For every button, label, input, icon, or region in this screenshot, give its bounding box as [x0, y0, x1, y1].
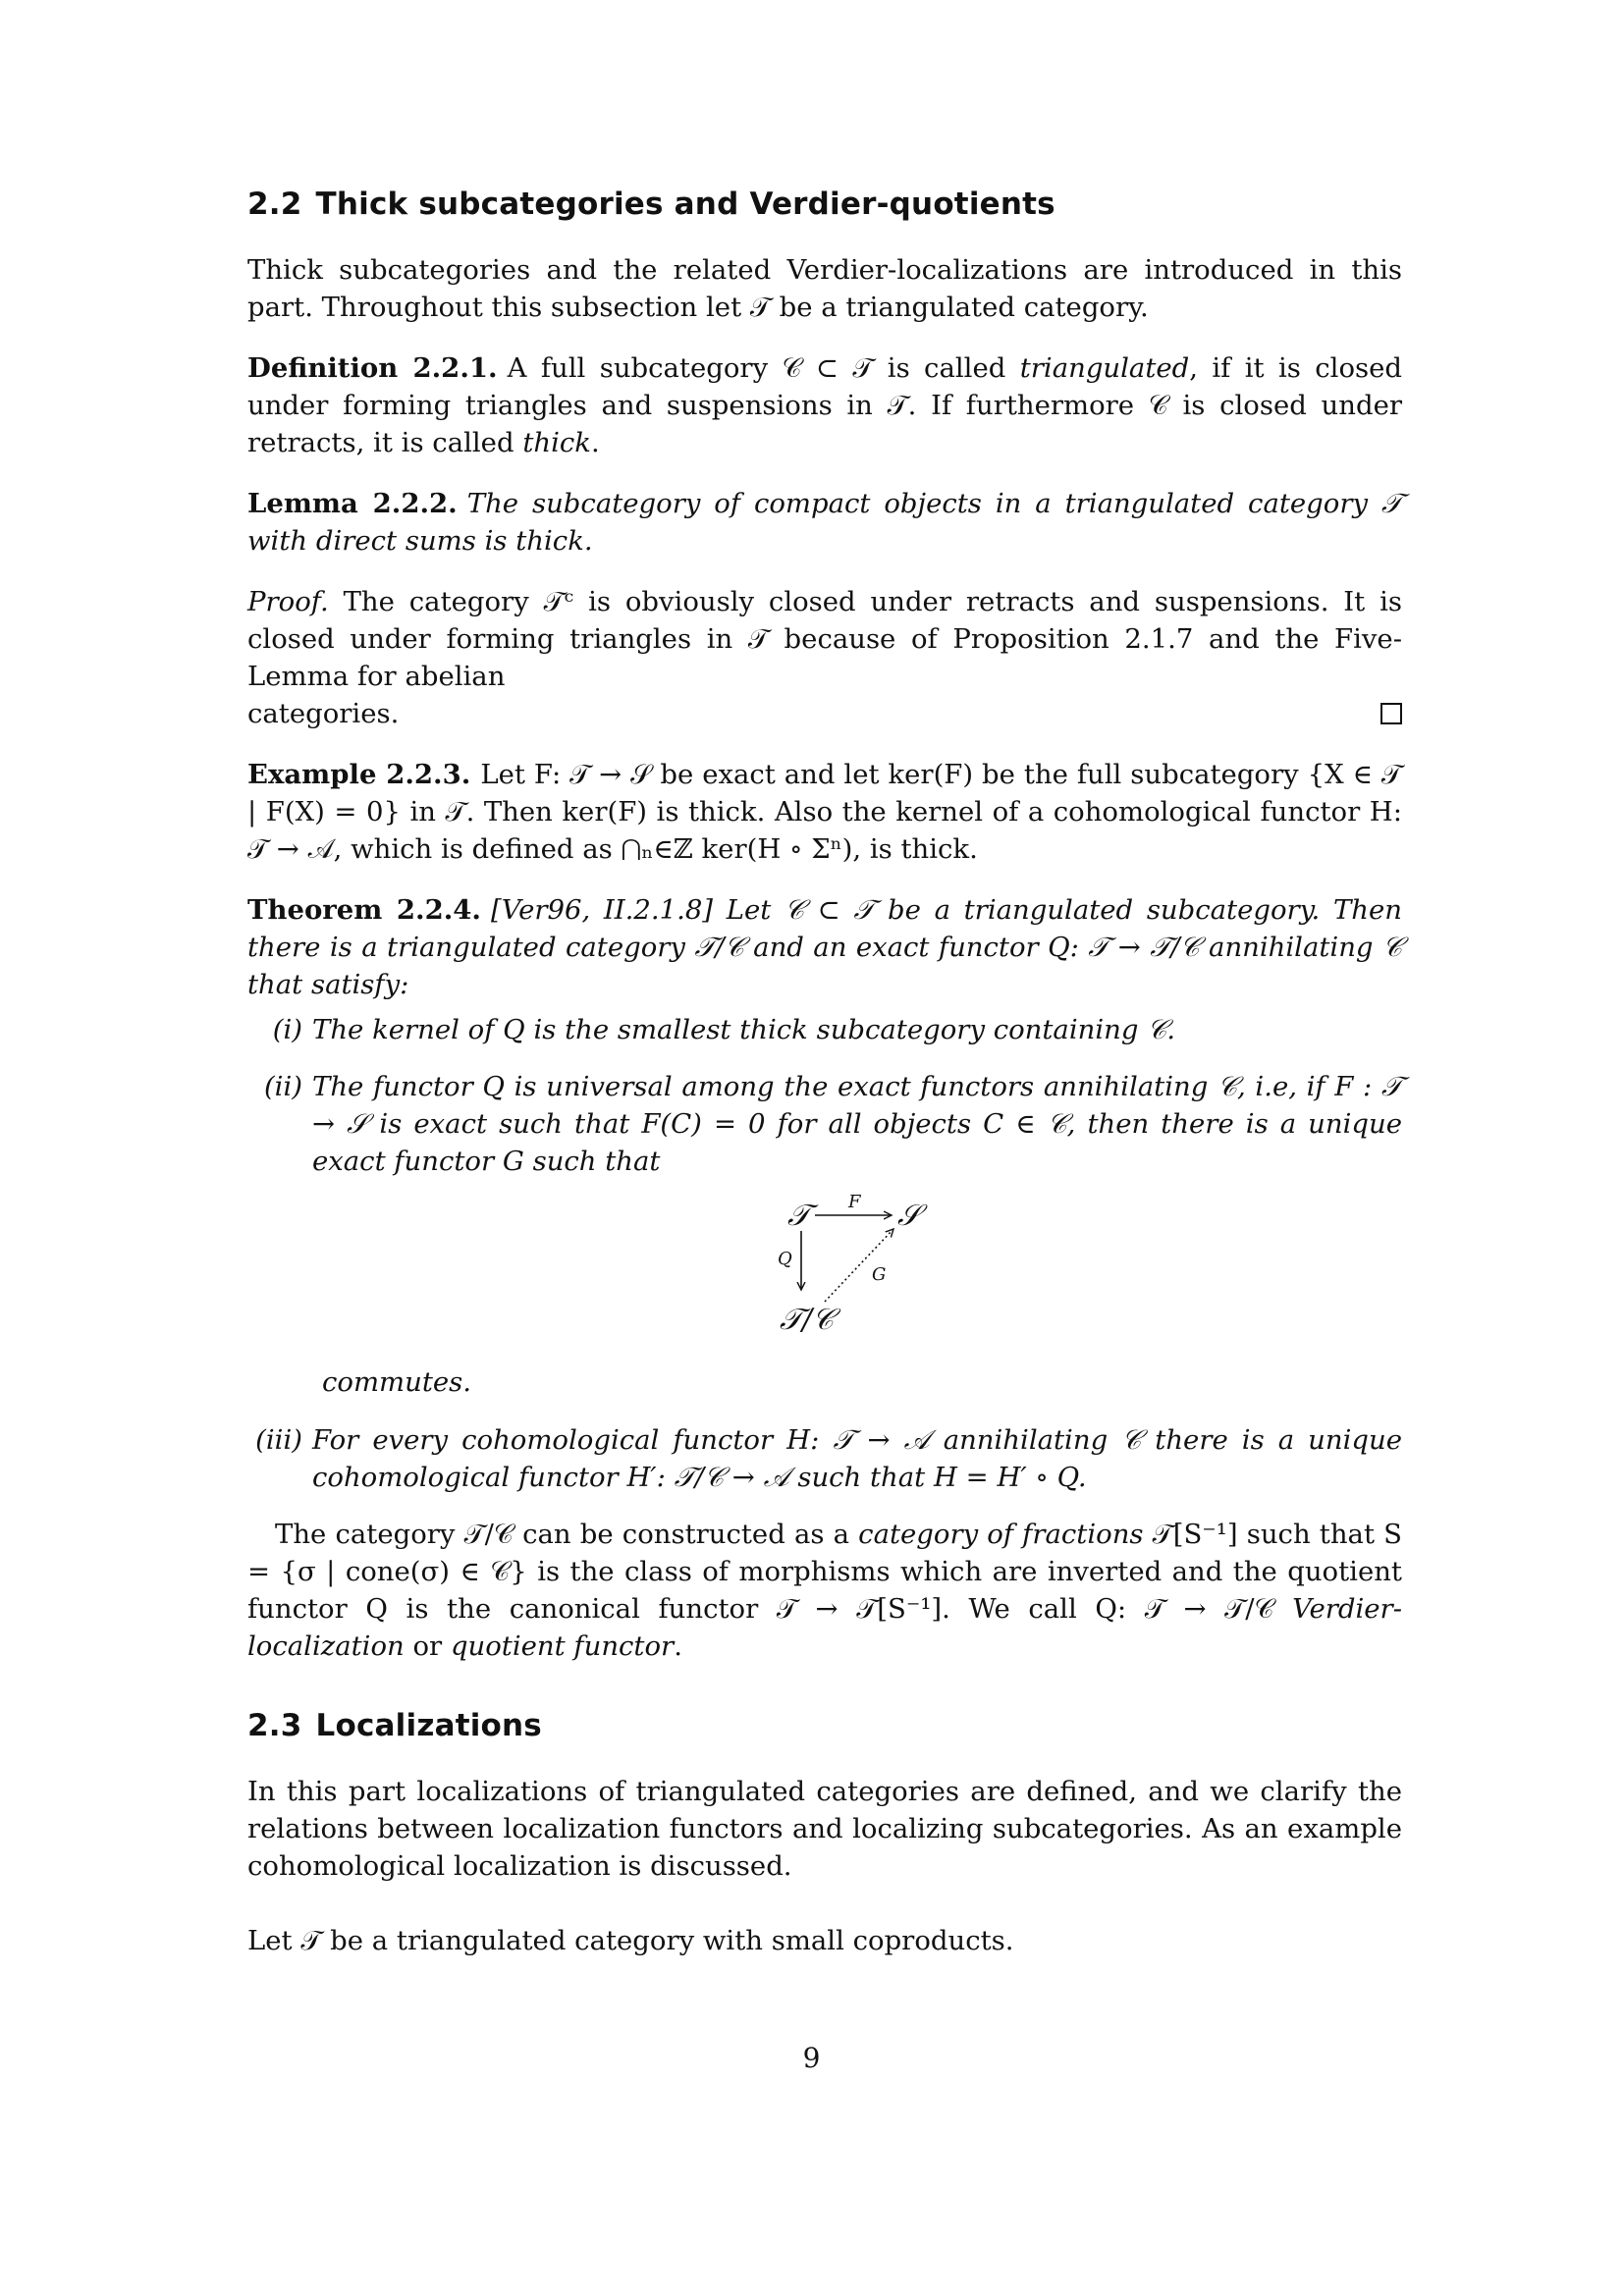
section-2-3-intro: In this part localizations of triangulated categories are defined, and we clarify the relations between localization functors and localizing subcategories. As an example cohomological localization is discussed.: [247, 1776, 1402, 1882]
section-heading-2-3: [247, 1708, 1402, 1743]
example-label: Example 2.2.3.: [247, 759, 471, 790]
proof-end-line: [247, 695, 1402, 732]
quotient-text-d: .: [674, 1630, 682, 1662]
item-label: (i): [272, 1014, 302, 1045]
section-2-3-closing: Let 𝒯 be a triangulated category with small coproducts.: [247, 1925, 1014, 1956]
quotient-paragraph: [247, 1516, 1402, 1665]
item-label: (ii): [263, 1071, 302, 1102]
diagram-label-f: F: [848, 1192, 861, 1212]
theorem-item-i: [247, 1011, 1402, 1048]
quotient-term-verdier: Verdier-localization: [247, 1593, 1402, 1662]
diagram-node-t: 𝒯: [787, 1199, 810, 1233]
diagram-label-g: G: [872, 1264, 887, 1285]
definition-text-a: A full subcategory 𝒞 ⊂ 𝒯 is called: [507, 352, 1020, 384]
diagram-arrows: [778, 1192, 982, 1343]
quotient-text-b: 𝒯[S⁻¹] such that S = {σ | cone(σ) ∈ 𝒞} is the class of morphisms which are inverted and the quotient functor Q is the canonical functor 𝒯 → 𝒯[S⁻¹]. We call Q: 𝒯 → 𝒯/𝒞: [247, 1519, 1402, 1625]
definition-term-triangulated: triangulated: [1019, 352, 1190, 384]
item-text: The functor Q is universal among the exact functors annihilating 𝒞, i.e, if F : 𝒯 → 𝒮 is exact such that F(C) = 0 for all objects C ∈ 𝒞, then there is a unique exact functor G such that: [312, 1071, 1402, 1177]
theorem-items-cont: [247, 1421, 1402, 1496]
example-text: Let F: 𝒯 → 𝒮 be exact and let ker(F) be the full subcategory {X ∈ 𝒯 | F(X) = 0} in 𝒯. Then ker(F) is thick. Also the kernel of a cohomological functor H: 𝒯 → 𝒜, which is defined as ⋂ₙ∈ℤ ker(H ∘ Σⁿ), is thick.: [247, 759, 1402, 865]
theorem-item-iii: [247, 1421, 1402, 1496]
commutative-diagram: [778, 1192, 982, 1343]
page-content: [247, 187, 1402, 1959]
diagram-node-tc: 𝒯/𝒞: [780, 1303, 834, 1337]
item-text: For every cohomological functor H: 𝒯 → 𝒜 annihilating 𝒞 there is a unique cohomological functor H′: 𝒯/𝒞 → 𝒜 such that H = H′ ∘ Q.: [312, 1424, 1402, 1493]
theorem-items: [247, 1011, 1402, 1180]
definition-block: [247, 349, 1402, 461]
lemma-block: [247, 485, 1402, 560]
definition-text-b: , if it is closed under forming triangles and suspensions in 𝒯. If furthermore 𝒞 is closed under retracts, it is called: [247, 352, 1402, 458]
section-title: Thick subcategories and Verdier-quotients: [315, 187, 1055, 222]
theorem-label: Theorem 2.2.4.: [247, 894, 481, 926]
section-number: 2.3: [247, 1708, 302, 1743]
proof-block: [247, 583, 1402, 732]
section-heading-2-2: [247, 187, 1402, 222]
lemma-text: The subcategory of compact objects in a triangulated category 𝒯 with direct sums is thick.: [247, 488, 1402, 557]
quotient-text-c: or: [404, 1630, 451, 1662]
proof-body: [247, 583, 1402, 695]
quotient-term-fractions: category of fractions: [858, 1519, 1144, 1550]
section-intro: Thick subcategories and the related Verdier-localizations are introduced in this part. Throughout this subsection let 𝒯 be a triangulated category.: [247, 254, 1402, 323]
example-block: [247, 756, 1402, 868]
lemma-label: Lemma 2.2.2.: [247, 488, 458, 519]
proof-last-line: categories.: [247, 698, 400, 729]
diagram-node-s: 𝒮: [897, 1199, 921, 1233]
quotient-text-a: The category 𝒯/𝒞 can be constructed as a: [275, 1519, 859, 1550]
proof-label: Proof.: [247, 586, 329, 617]
quotient-term-quotient-functor: quotient functor: [450, 1630, 675, 1662]
definition-term-thick: thick: [522, 427, 591, 458]
definition-text-c: .: [590, 427, 600, 458]
theorem-item-ii: [247, 1068, 1402, 1180]
section-title: Localizations: [315, 1708, 542, 1743]
theorem-citation: [Ver96, II.2.1.8]: [491, 894, 714, 926]
theorem-block: [247, 891, 1402, 1003]
item-text: The kernel of Q is the smallest thick subcategory containing 𝒞.: [312, 1014, 1175, 1045]
qed-square-icon: [1380, 703, 1402, 724]
page-number: 9: [802, 2042, 821, 2074]
definition-label: Definition 2.2.1.: [247, 352, 498, 384]
item-label: (iii): [255, 1424, 302, 1456]
proof-text: The category 𝒯ᶜ is obviously closed under retracts and suspensions. It is closed under forming triangles in 𝒯 because of Proposition 2.1.7 and the Five-Lemma for abelian: [247, 586, 1402, 692]
theorem-text: Let 𝒞 ⊂ 𝒯 be a triangulated subcategory. Then there is a triangulated category 𝒯/𝒞 and an exact functor Q: 𝒯 → 𝒯/𝒞 annihilating 𝒞 that satisfy:: [247, 894, 1402, 1000]
section-number: 2.2: [247, 187, 302, 222]
commutes-text: commutes.: [322, 1366, 472, 1398]
diagram-label-q: Q: [778, 1249, 792, 1269]
